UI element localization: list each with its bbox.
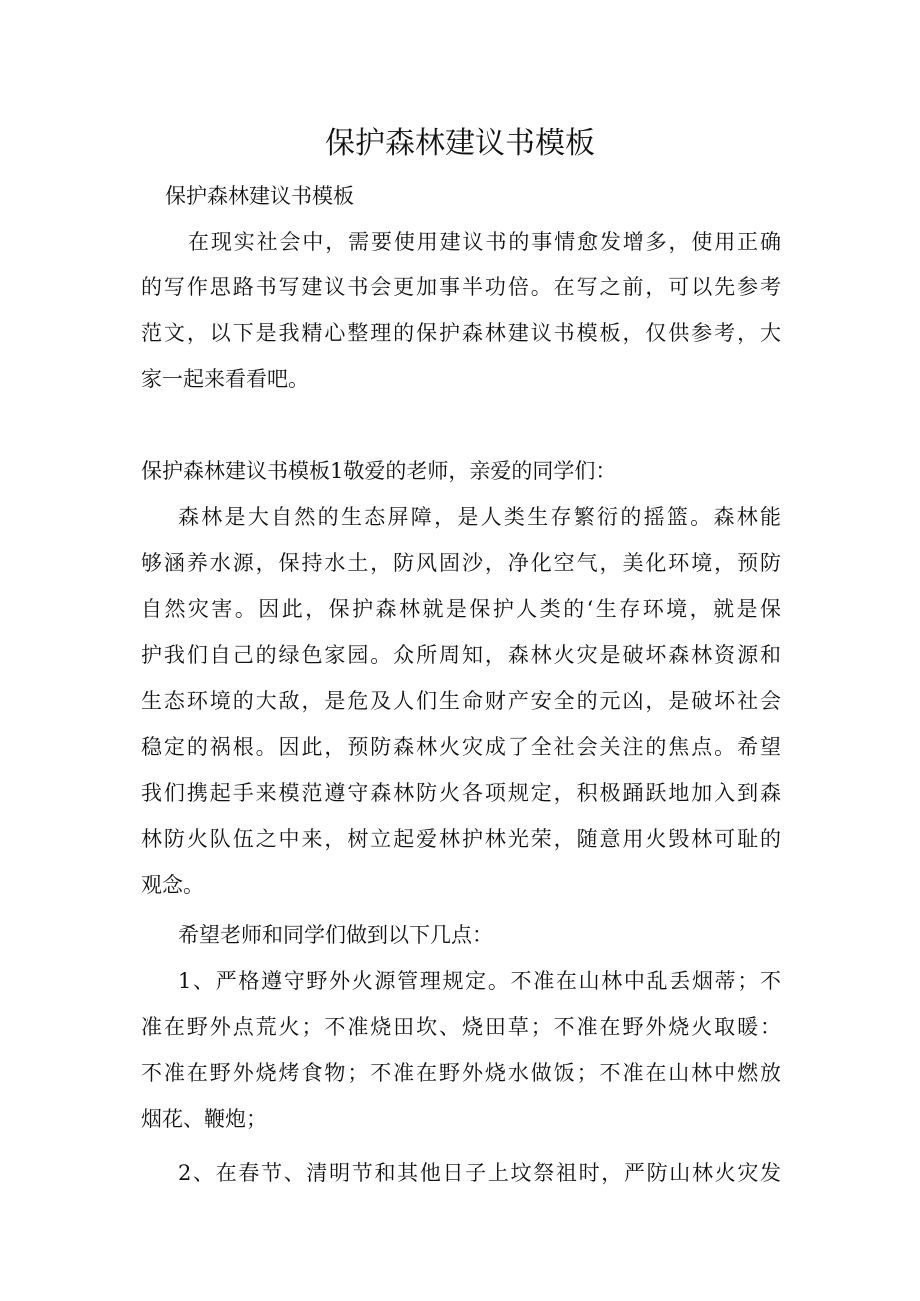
section1-line-7: 我们携起手来模范遵守森林防火各项规定，积极踊跃地加入到森 — [141, 781, 781, 805]
section1-line-6: 稳定的祸根。因此，预防森林火灾成了全社会关注的焦点。希望 — [141, 735, 781, 759]
section1-line-4: 护我们自己的绿色家园。众所周知，森林火灾是破坏森林资源和 — [141, 643, 781, 667]
intro-line-1: 在现实社会中，需要使用建议书的事情愈发增多，使用正确 — [188, 230, 781, 254]
point2-line-1: 2、在春节、清明节和其他日子上坟祭祖时，严防山林火灾发 — [178, 1161, 781, 1185]
section1-heading: 保护森林建议书模板1敬爱的老师，亲爱的同学们： — [141, 459, 617, 483]
document-subtitle: 保护森林建议书模板 — [165, 184, 354, 208]
section1-line-1: 森林是大自然的生态屏障，是人类生存繁衍的摇篮。森林能 — [178, 505, 781, 529]
intro-line-4: 家一起来看看吧。 — [141, 367, 309, 391]
section1-line-3: 自然灾害。因此，保护森林就是保护人类的‘生存环境，就是保 — [141, 597, 781, 621]
section1-line-2: 够涵养水源，保持水土，防风固沙，净化空气，美化环境，预防 — [141, 551, 781, 575]
section1-line-9: 观念。 — [141, 873, 204, 897]
point1-line-1: 1、严格遵守野外火源管理规定。不准在山林中乱丢烟蒂；不 — [178, 969, 781, 993]
document-title: 保护森林建议书模板 — [325, 126, 595, 161]
point1-line-3: 不准在野外烧烤食物；不准在野外烧水做饭；不准在山林中燃放 — [141, 1061, 781, 1085]
section1-line-5: 生态环境的大敌，是危及人们生命财产安全的元凶，是破坏社会 — [141, 689, 781, 713]
section1-line-8: 林防火队伍之中来，树立起爱林护林光荣，随意用火毁林可耻的 — [141, 827, 781, 851]
intro-line-3: 范文，以下是我精心整理的保护森林建议书模板，仅供参考，大 — [141, 321, 781, 345]
hope-line: 希望老师和同学们做到以下几点： — [178, 923, 493, 947]
point1-line-4: 烟花、鞭炮； — [141, 1107, 267, 1131]
intro-line-2: 的写作思路书写建议书会更加事半功倍。在写之前，可以先参考 — [141, 275, 781, 299]
point1-line-2: 准在野外点荒火；不准烧田坎、烧田草；不准在野外烧火取暖： — [141, 1015, 781, 1039]
